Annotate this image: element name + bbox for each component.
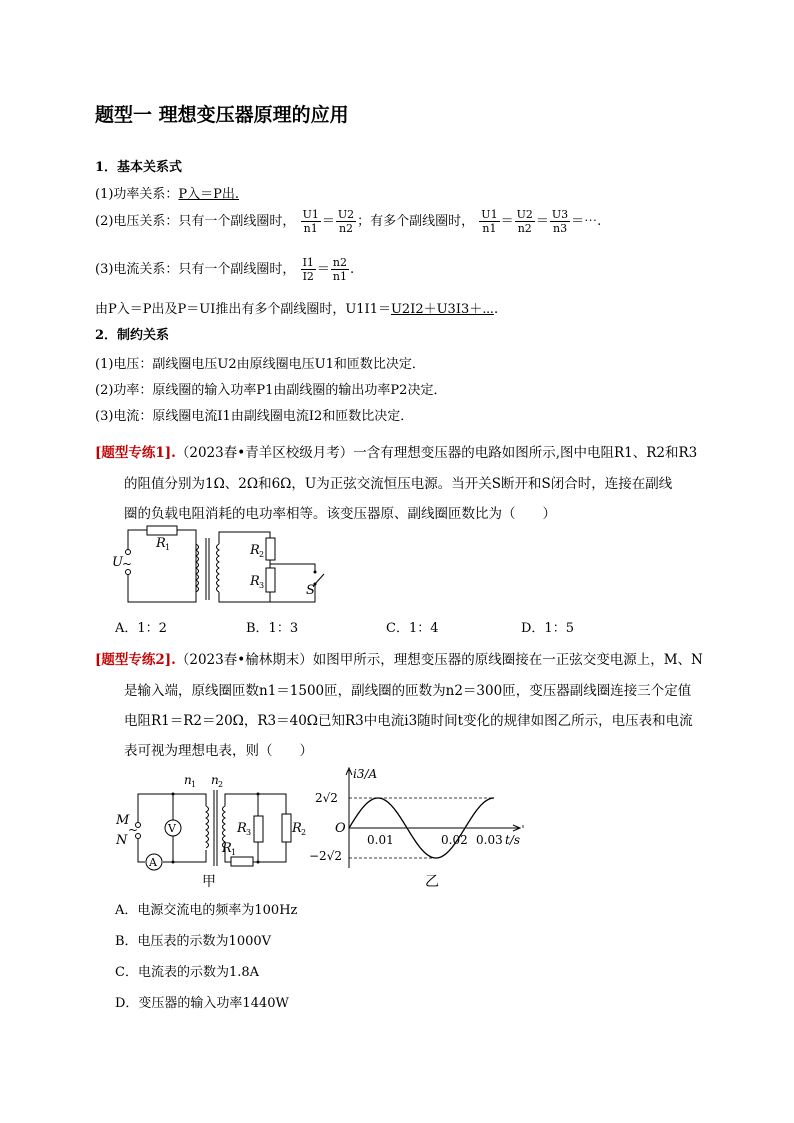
x-tick-0.01: 0.01 <box>367 833 394 847</box>
section-2-heading: 2．制约关系 <box>95 328 170 343</box>
q1-option-c[interactable]: C．1：4 <box>386 621 439 636</box>
q2-option-b[interactable]: B．电压表的示数为1000V <box>115 934 272 949</box>
fraction-u1-n1: $\frac{U1}{n1}$ <box>302 208 319 235</box>
q2-line3: 电阻R1＝R2＝20Ω，R3＝40Ω已知R3中电流i3随时间t变化的规律如图乙所示，电压表和电流 <box>124 713 693 729</box>
x-tick-0.03: 0.03 <box>476 833 503 847</box>
ammeter-label: A <box>149 856 157 869</box>
q1-tag: [题型专练1]. <box>95 445 176 461</box>
power-relation <box>95 183 239 202</box>
svg-text:3: 3 <box>246 828 252 837</box>
constraint-power: (2)功率：原线圈的输入功率P1由副线圈的输出功率P2决定． <box>95 383 447 398</box>
x-axis-label: t/s <box>505 833 521 847</box>
power-label: (1)功率关系： <box>95 187 179 202</box>
svg-text:M: M <box>116 813 130 828</box>
voltage-relation: (2)电压关系：只有一个副线圈时， $\frac{U1}{n1}$ ＝ $\frac{U2}{n2}$ ；有多个副线圈时， $\frac{U1}{n1}$ ＝ $\frac{U2}{n2}$ ＝ $\frac{U3}{n3}$ ＝⋯. <box>95 208 602 235</box>
fraction-n2-n1: $\frac{n2}{n1}$ <box>332 256 348 283</box>
current-label: (3)电流关系：只有一个副线圈时， <box>95 262 296 277</box>
voltage-mid: ；有多个副线圈时， <box>357 214 475 229</box>
q1-line2: 的阻值分别为1Ω、2Ω和6Ω，U为正弦交流恒压电源。当开关S断开和S闭合时，连接在副线 <box>124 476 673 492</box>
page-title: 题型一 理想变压器原理的应用 <box>95 104 349 126</box>
svg-text:R: R <box>222 841 232 856</box>
svg-text:R: R <box>156 536 166 551</box>
svg-text:1: 1 <box>165 543 171 552</box>
svg-text:N: N <box>116 833 128 848</box>
constraint-current: (3)电流：原线圈电流I1由副线圈电流I2和匝数比决定． <box>95 409 414 424</box>
primary-coil <box>206 806 209 848</box>
current-relation: (3)电流关系：只有一个副线圈时， $\frac{I1}{I2}$ ＝ $\frac{n2}{n1}$ . <box>95 256 355 283</box>
derive-line: 由P入＝P出及P＝UI推出有多个副线圈时，U1I1＝U2I2＋U3I3＋⋯. <box>95 302 499 317</box>
fraction-u2-n2: $\frac{U2}{n2}$ <box>337 208 355 235</box>
q1-circuit-figure <box>110 522 340 608</box>
q2-current-chart <box>305 760 535 890</box>
fraction-i1-i2: $\frac{I1}{I2}$ <box>302 256 314 283</box>
resistor-r2 <box>266 538 275 560</box>
label-s: S <box>306 583 315 598</box>
q1-line3: 圈的负载电阻消耗的电功率相等。该变压器原、副线圈匝数比为（ ） <box>124 506 556 522</box>
q2-line1: [题型专练2].（2023春•榆林期末）如图甲所示，理想变压器的原线圈接在一正弦交变电源上，M、N <box>95 652 703 668</box>
svg-text:2: 2 <box>218 780 224 789</box>
q1-option-d[interactable]: D．1：5 <box>521 621 574 636</box>
resistor-r1 <box>231 857 253 866</box>
fraction-u3-n3-multi: $\frac{U3}{n3}$ <box>551 208 569 235</box>
svg-text:R: R <box>250 543 260 558</box>
x-tick-0.02: 0.02 <box>441 833 468 847</box>
constraint-voltage: (1)电压：副线圈电压U2由原线圈电压U1和匝数比决定． <box>95 357 425 372</box>
svg-text:3: 3 <box>259 581 265 590</box>
resistor-r3 <box>254 816 263 842</box>
svg-text:R: R <box>250 574 260 589</box>
svg-text:n: n <box>211 773 219 787</box>
svg-text:R: R <box>292 821 302 836</box>
q1-line1: [题型专练1].（2023春•青羊区校级月考）一含有理想变压器的电路如图所示,图中电阻R1、R2和R3 <box>95 445 698 461</box>
resistor-r2 <box>282 814 291 842</box>
q2-circuit-figure-a <box>110 770 310 890</box>
svg-text:1: 1 <box>191 780 197 789</box>
resistor-r1 <box>147 526 177 535</box>
svg-text:2: 2 <box>259 550 265 559</box>
q1-option-a[interactable]: A．1：2 <box>115 621 167 636</box>
q2-line2: 是输入端，原线圈匝数n1＝1500匝，副线圈的匝数为n2＝300匝，变压器副线圈连接三个定值 <box>124 683 692 699</box>
figure-a-caption: 甲 <box>202 874 216 890</box>
y-tick-min: −2√2 <box>309 849 342 863</box>
svg-text:2: 2 <box>301 828 307 837</box>
q2-option-c[interactable]: C．电流表的示数为1.8A <box>115 965 260 980</box>
q2-tag: [题型专练2]. <box>95 652 176 668</box>
voltmeter-label: V <box>168 822 176 835</box>
q1-option-b[interactable]: B．1：3 <box>246 621 299 636</box>
svg-text:R: R <box>237 821 247 836</box>
voltage-label: (2)电压关系：只有一个副线圈时， <box>95 214 296 229</box>
svg-text:n: n <box>184 773 192 787</box>
secondary-coil <box>217 544 220 592</box>
fraction-u1-n1-multi: $\frac{U1}{n1}$ <box>481 208 498 235</box>
section-1-heading: 1．基本关系式 <box>95 160 183 175</box>
svg-text:~: ~ <box>128 823 139 837</box>
label-tilde: ~ <box>122 557 133 571</box>
fraction-u2-n2-multi: $\frac{U2}{n2}$ <box>516 208 533 235</box>
q2-line4: 表可视为理想电表，则（ ） <box>124 743 313 759</box>
switch-s <box>315 574 324 584</box>
q2-option-a[interactable]: A．电源交流电的频率为100Hz <box>115 903 298 918</box>
y-axis-label: i3/A <box>353 767 378 781</box>
figure-b-caption: 乙 <box>425 874 439 890</box>
resistor-r3 <box>266 568 275 592</box>
svg-text:1: 1 <box>231 848 237 857</box>
origin-label: O <box>335 821 346 836</box>
q2-option-d[interactable]: D．变压器的输入功率1440W <box>115 996 289 1011</box>
label-u: U <box>112 555 123 570</box>
power-formula: P入＝P出. <box>178 187 240 202</box>
y-tick-max: 2√2 <box>315 791 338 805</box>
